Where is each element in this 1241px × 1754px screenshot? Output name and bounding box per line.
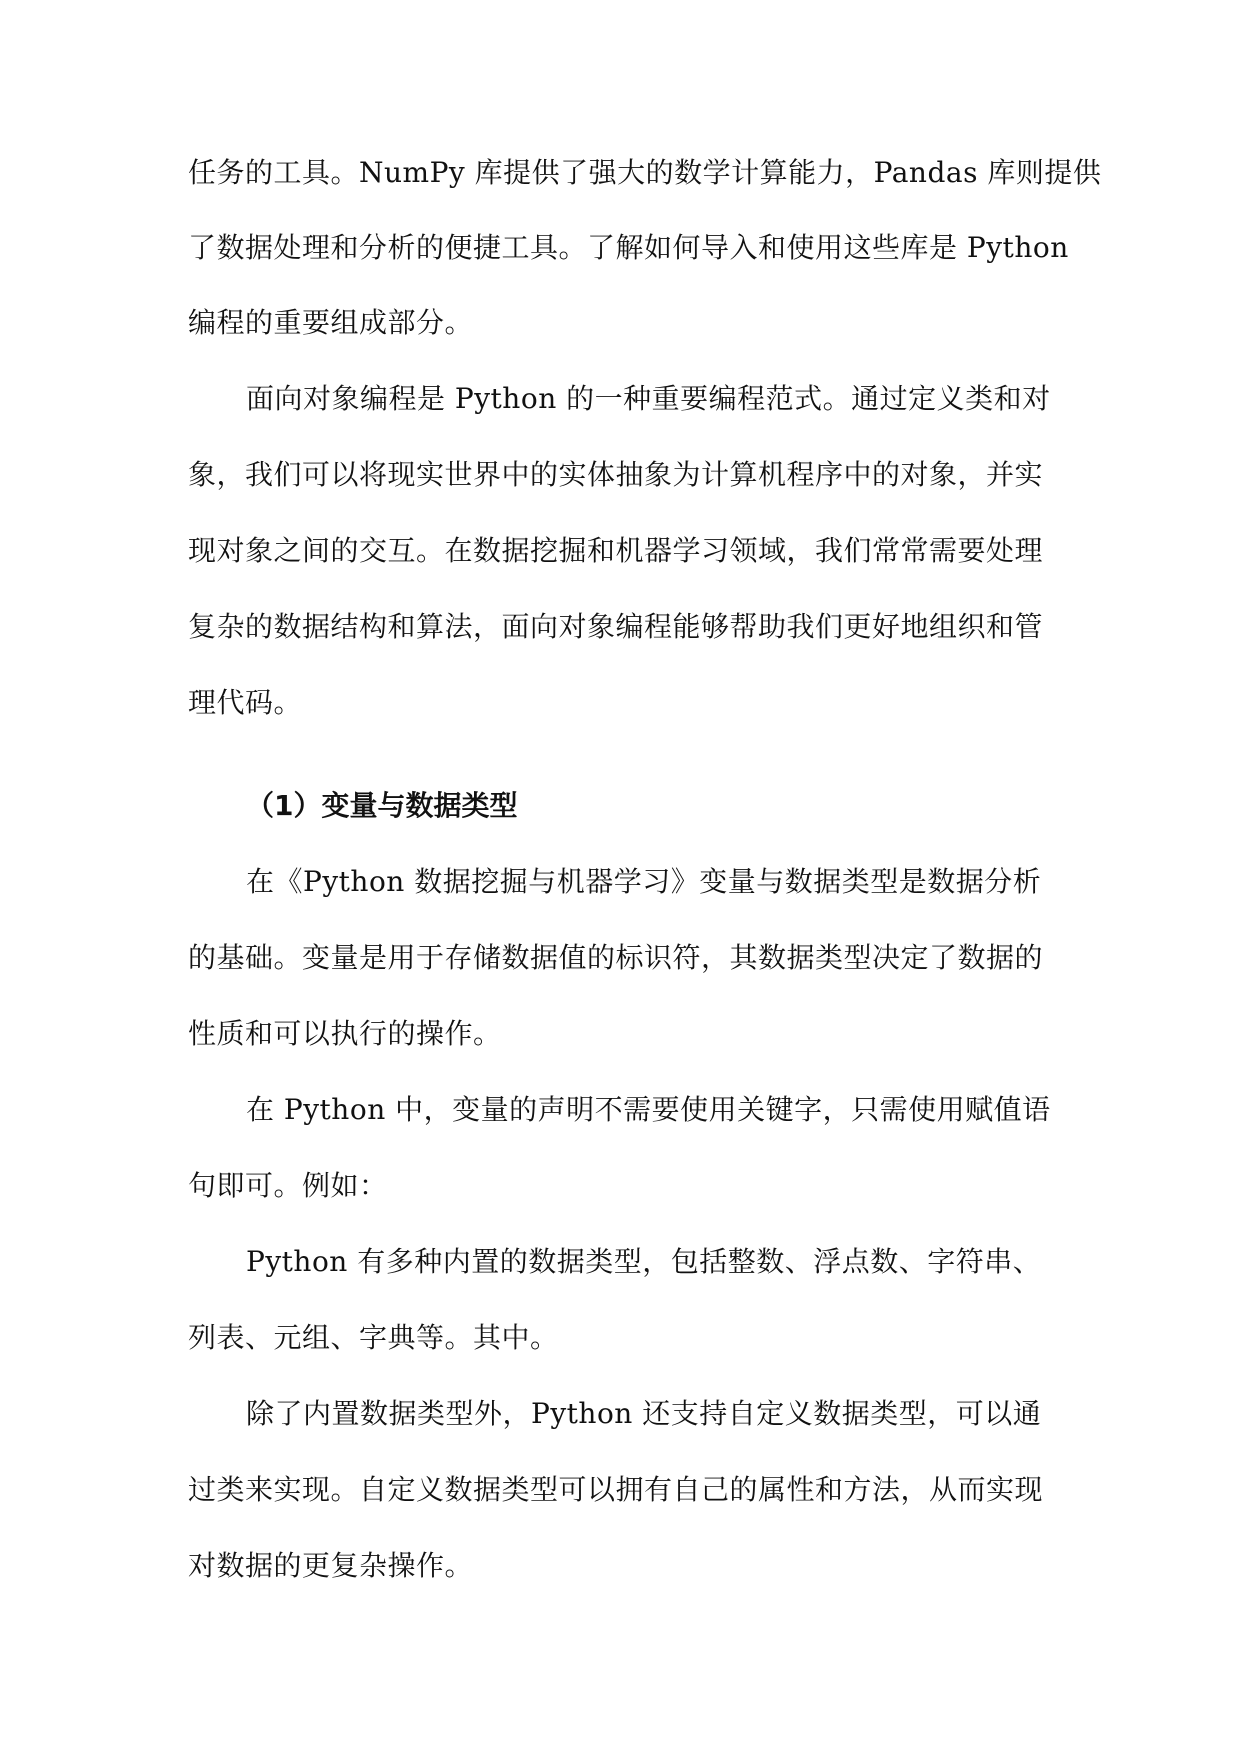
text-line: 除了内置数据类型外，Python 还支持自定义数据类型，可以通	[246, 1397, 1042, 1430]
text-line: Python 有多种内置的数据类型，包括整数、浮点数、字符串、	[246, 1245, 1042, 1278]
text-line: 在 Python 中，变量的声明不需要使用关键字，只需使用赋值语	[246, 1093, 1051, 1126]
text-line: 句即可。例如：	[188, 1169, 388, 1202]
text-line: 过类来实现。自定义数据类型可以拥有自己的属性和方法，从而实现	[188, 1473, 1044, 1506]
text-line: 任务的工具。NumPy 库提供了强大的数学计算能力，Pandas 库则提供	[188, 156, 1102, 189]
text-line: 编程的重要组成部分。	[188, 306, 474, 339]
text-line: 象，我们可以将现实世界中的实体抽象为计算机程序中的对象，并实	[188, 458, 1044, 491]
text-line: 列表、元组、字典等。其中。	[188, 1321, 559, 1354]
text-line: 性质和可以执行的操作。	[188, 1017, 502, 1050]
text-line: 在《Python 数据挖掘与机器学习》变量与数据类型是数据分析	[246, 865, 1042, 898]
text-line: 了数据处理和分析的便捷工具。了解如何导入和使用这些库是 Python	[188, 231, 1069, 264]
text-line: 复杂的数据结构和算法，面向对象编程能够帮助我们更好地组织和管	[188, 610, 1044, 643]
text-line: 面向对象编程是 Python 的一种重要编程范式。通过定义类和对	[246, 382, 1051, 415]
text-line: 理代码。	[188, 686, 303, 719]
text-line: 现对象之间的交互。在数据挖掘和机器学习领域，我们常常需要处理	[188, 534, 1044, 567]
section-heading: （1）变量与数据类型	[246, 789, 518, 822]
text-line: 的基础。变量是用于存储数据值的标识符，其数据类型决定了数据的	[188, 941, 1044, 974]
text-line: 对数据的更复杂操作。	[188, 1549, 474, 1582]
